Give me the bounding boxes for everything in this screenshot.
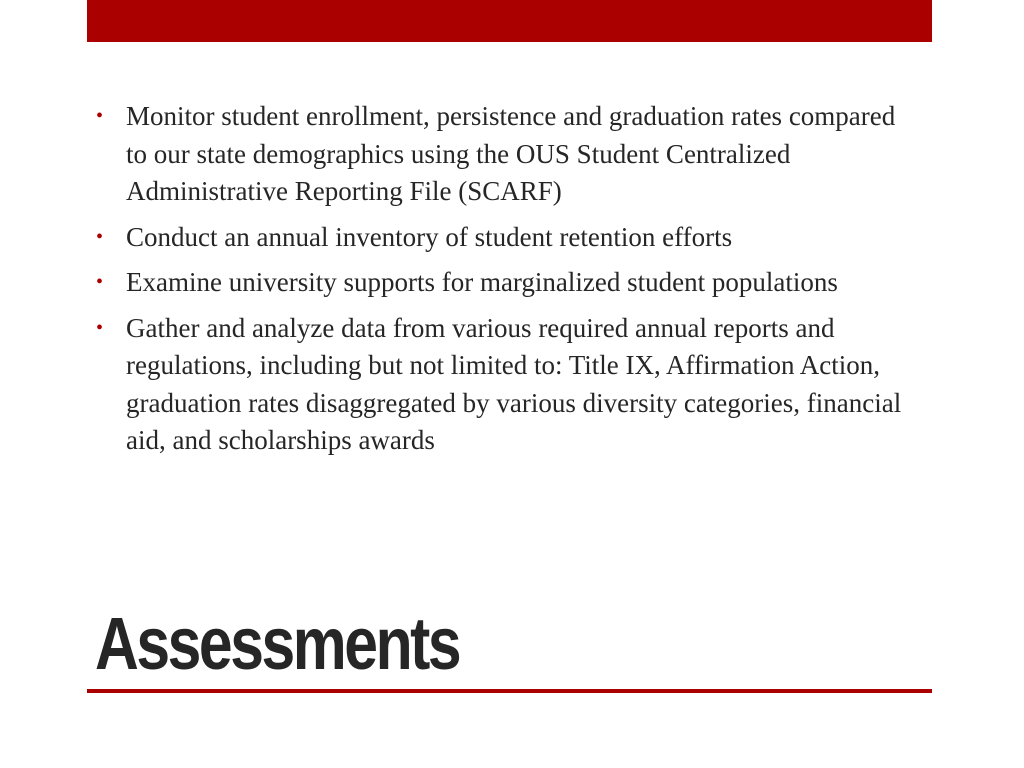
bullet-text: Gather and analyze data from various required annual reports and regulations, including but not limited to: Title IX, Affirmation Action, graduation rates disaggregated by various diversity categories, financial aid, and scholarships awards (126, 312, 902, 455)
bullet-item (96, 310, 916, 460)
bullet-list (96, 98, 916, 460)
slide-body (96, 98, 916, 468)
bullet-dot: • (96, 316, 104, 339)
bullet-item (96, 98, 916, 211)
bullet-item (96, 219, 916, 257)
bullet-item (96, 264, 916, 302)
bullet-dot: • (96, 271, 104, 293)
slide-title: Assessments (95, 602, 460, 685)
bullet-dot: • (96, 225, 104, 248)
bullet-dot: • (96, 105, 104, 127)
title-underline (87, 689, 932, 693)
bullet-text: Monitor student enrollment, persistence and graduation rates compared to our state demographics using the OUS Student Centralized Administrative Reporting File (SCARF) (126, 101, 896, 206)
bullet-text: Examine university supports for marginalized student populations (126, 267, 838, 297)
bullet-text: Conduct an annual inventory of student retention efforts (126, 221, 733, 252)
top-accent-bar (87, 0, 932, 42)
